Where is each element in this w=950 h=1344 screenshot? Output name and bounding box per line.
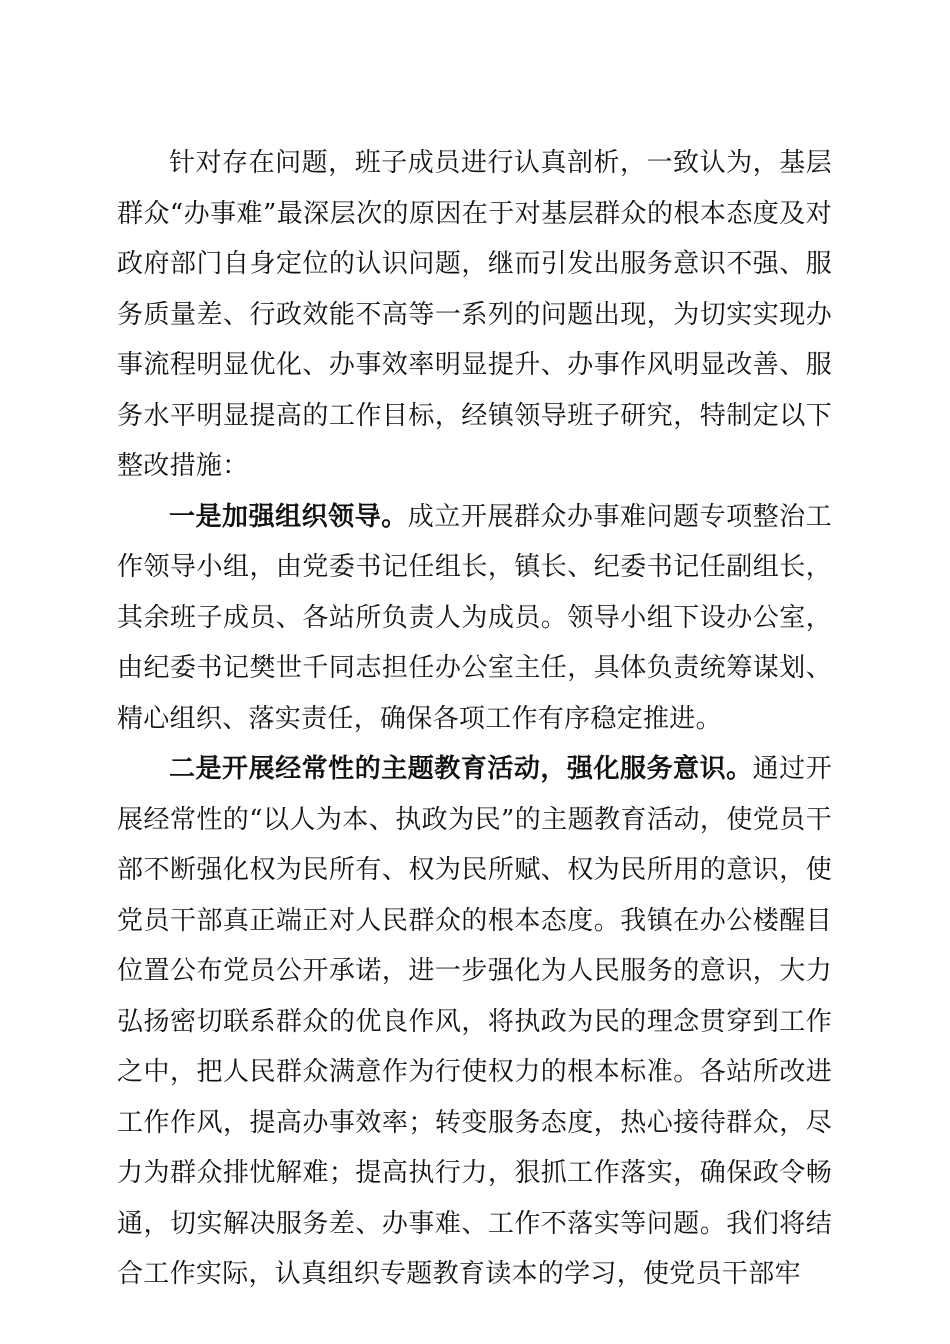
paragraph-measure-1 <box>117 492 832 745</box>
paragraph-measure-1-text: 成立开展群众办事难问题专项整治工作领导小组，由党委书记任组长，镇长、纪委书记任副组长，其余班子成员、各站所负责人为成员。领导小组下设办公室，由纪委书记樊世千同志担任办公室主任，具体负责统筹谋划、精心组织、落实责任，确保各项工作有序稳定推进。 <box>117 501 832 734</box>
document-body <box>117 138 832 1300</box>
paragraph-measure-2-lead: 二是开展经常性的主题教育活动，强化服务意识。 <box>169 754 753 784</box>
paragraph-intro-text: 针对存在问题，班子成员进行认真剖析，一致认为，基层群众“办事难”最深层次的原因在于对基层群众的根本态度及对政府部门自身定位的认识问题，继而引发出服务意识不强、服务质量差、行政效能不高等一系列的问题出现，为切实实现办事流程明显优化、办事效率明显提升、办事作风明显改善、服务水平明显提高的工作目标，经镇领导班子研究，特制定以下整改措施： <box>117 148 832 481</box>
paragraph-measure-1-lead: 一是加强组织领导。 <box>169 501 408 532</box>
paragraph-measure-2-text: 通过开展经常性的“以人为本、执政为民”的主题教育活动，使党员干部不断强化权为民所有、权为民所赋、权为民所用的意识，使党员干部真正端正对人民群众的根本态度。我镇在办公楼醒目位置公布党员公开承诺，进一步强化为人民服务的意识，大力弘扬密切联系群众的优良作风，将执政为民的理念贯穿到工作之中，把人民群众满意作为行使权力的根本标准。各站所改进工作作风，提高办事效率；转变服务态度，热心接待群众，尽力为群众排忧解难；提高执行力，狠抓工作落实，确保政令畅通，切实解决服务差、办事难、工作不落实等问题。我们将结合工作实际，认真组织专题教育读本的学习，使党员干部牢 <box>117 754 832 1289</box>
paragraph-measure-2 <box>117 744 832 1300</box>
paragraph-intro <box>117 138 832 492</box>
